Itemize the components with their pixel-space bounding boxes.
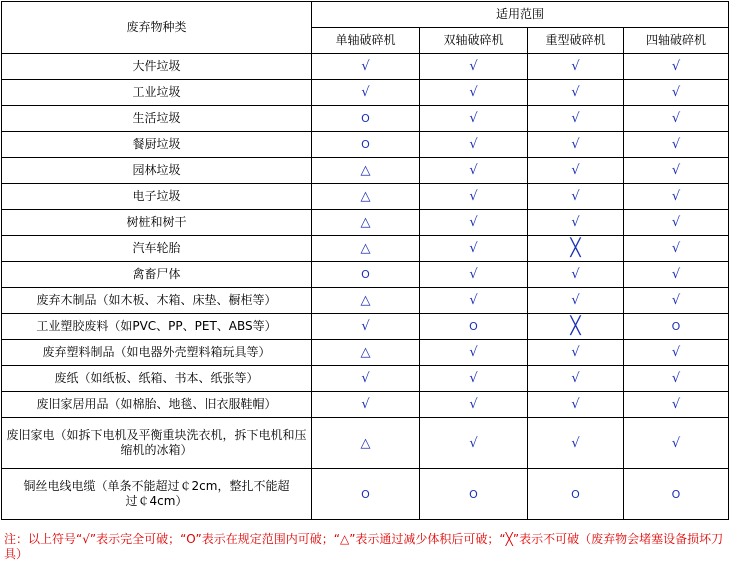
suitability-cell [420, 132, 528, 158]
suitability-cell [420, 236, 528, 262]
check-mark-icon: √ [671, 267, 681, 282]
triangle-mark-icon: △ [360, 345, 371, 360]
waste-type-cell: 大件垃圾 [2, 54, 312, 80]
suitability-cell [624, 340, 729, 366]
waste-type-cell: 汽车轮胎 [2, 236, 312, 262]
check-mark-icon: √ [671, 215, 681, 230]
check-mark-icon: √ [469, 85, 478, 100]
triangle-mark-icon: △ [360, 215, 371, 230]
suitability-cell [528, 469, 624, 520]
check-mark-icon: √ [571, 59, 580, 74]
suitability-cell [312, 54, 420, 80]
cross-mark-icon: ╳ [570, 315, 581, 336]
suitability-cell [420, 184, 528, 210]
suitability-cell [312, 392, 420, 418]
table-row [2, 288, 729, 314]
check-mark-icon: √ [469, 137, 478, 152]
suitability-cell [312, 158, 420, 184]
check-mark-icon: √ [671, 293, 681, 308]
suitability-cell [528, 262, 624, 288]
suitability-cell [420, 366, 528, 392]
suitability-cell [624, 54, 729, 80]
suitability-cell [312, 469, 420, 520]
table-row [2, 210, 729, 236]
suitability-cell [624, 184, 729, 210]
suitability-cell [312, 366, 420, 392]
check-mark-icon: √ [571, 85, 580, 100]
suitability-cell [420, 392, 528, 418]
check-mark-icon: √ [361, 371, 370, 386]
circle-mark-icon: O [361, 268, 370, 281]
check-mark-icon: √ [571, 345, 580, 360]
suitability-cell [528, 158, 624, 184]
crusher-suitability-table [1, 1, 729, 520]
check-mark-icon: √ [469, 215, 478, 230]
machine-header-single-shaft: 单轴破碎机 [312, 28, 420, 54]
check-mark-icon: √ [571, 111, 580, 126]
suitability-cell [624, 469, 729, 520]
check-mark-icon: √ [571, 397, 580, 412]
suitability-cell [528, 132, 624, 158]
circle-mark-icon: O [671, 487, 681, 501]
table-body [2, 54, 729, 520]
check-mark-icon: √ [469, 293, 478, 308]
suitability-cell [624, 366, 729, 392]
table-row [2, 340, 729, 366]
check-mark-icon: √ [671, 137, 681, 152]
check-mark-icon: √ [671, 189, 681, 204]
waste-type-cell: 生活垃圾 [2, 106, 312, 132]
table-row [2, 54, 729, 80]
suitability-cell [528, 54, 624, 80]
table-row [2, 106, 729, 132]
suitability-cell [312, 288, 420, 314]
suitability-cell [420, 158, 528, 184]
suitability-cell [420, 262, 528, 288]
check-mark-icon: √ [671, 163, 681, 178]
check-mark-icon: √ [469, 435, 478, 451]
suitability-cell [420, 418, 528, 469]
check-mark-icon: √ [671, 397, 681, 412]
check-mark-icon: √ [469, 267, 478, 282]
check-mark-icon: √ [671, 85, 681, 100]
scope-header: 适用范围 [312, 2, 729, 28]
check-mark-icon: √ [571, 189, 580, 204]
check-mark-icon: √ [469, 111, 478, 126]
suitability-cell [528, 236, 624, 262]
check-mark-icon: √ [469, 345, 478, 360]
waste-type-cell: 铜丝电线电缆（单条不能超过￠2cm，整扎不能超过￠4cm） [2, 469, 312, 520]
cross-mark-icon: ╳ [570, 237, 581, 258]
suitability-cell [624, 236, 729, 262]
suitability-cell [624, 80, 729, 106]
suitability-cell [624, 288, 729, 314]
triangle-mark-icon: △ [360, 293, 371, 308]
suitability-cell [312, 340, 420, 366]
suitability-cell [624, 158, 729, 184]
suitability-cell [420, 80, 528, 106]
suitability-cell [420, 314, 528, 340]
suitability-cell [528, 210, 624, 236]
suitability-cell [312, 262, 420, 288]
suitability-cell [624, 132, 729, 158]
suitability-cell [624, 262, 729, 288]
triangle-mark-icon: △ [360, 189, 371, 204]
suitability-cell [420, 106, 528, 132]
suitability-cell [312, 236, 420, 262]
check-mark-icon: √ [671, 345, 681, 360]
waste-type-cell: 工业塑胶废料（如PVC、PP、PET、ABS等） [2, 314, 312, 340]
suitability-cell [312, 210, 420, 236]
check-mark-icon: √ [469, 163, 478, 178]
table-row [2, 314, 729, 340]
suitability-cell [312, 80, 420, 106]
table-row [2, 418, 729, 469]
check-mark-icon: √ [571, 163, 580, 178]
table-row [2, 158, 729, 184]
suitability-cell [312, 132, 420, 158]
check-mark-icon: √ [671, 59, 681, 74]
check-mark-icon: √ [361, 397, 370, 412]
suitability-cell [624, 106, 729, 132]
table-row [2, 80, 729, 106]
circle-mark-icon: O [361, 138, 370, 151]
check-mark-icon: √ [469, 397, 478, 412]
waste-type-cell: 电子垃圾 [2, 184, 312, 210]
waste-type-cell: 废旧家居用品（如棉胎、地毯、旧衣服鞋帽） [2, 392, 312, 418]
check-mark-icon: √ [469, 241, 478, 256]
suitability-cell [528, 418, 624, 469]
machine-header-double-shaft: 双轴破碎机 [420, 28, 528, 54]
suitability-cell [420, 210, 528, 236]
category-header: 废弃物种类 [2, 2, 312, 54]
triangle-mark-icon: △ [360, 435, 371, 451]
circle-mark-icon: O [671, 320, 681, 333]
suitability-cell [420, 54, 528, 80]
suitability-cell [312, 314, 420, 340]
circle-mark-icon: O [361, 112, 370, 125]
table-row [2, 132, 729, 158]
triangle-mark-icon: △ [360, 241, 371, 256]
waste-type-cell: 废纸（如纸板、纸箱、书本、纸张等） [2, 366, 312, 392]
check-mark-icon: √ [469, 189, 478, 204]
suitability-cell [528, 288, 624, 314]
waste-type-cell: 园林垃圾 [2, 158, 312, 184]
waste-type-cell: 树桩和树干 [2, 210, 312, 236]
table-row [2, 236, 729, 262]
check-mark-icon: √ [671, 111, 681, 126]
circle-mark-icon: O [571, 487, 580, 501]
check-mark-icon: √ [571, 215, 580, 230]
check-mark-icon: √ [671, 241, 681, 256]
table-row [2, 184, 729, 210]
check-mark-icon: √ [571, 137, 580, 152]
waste-type-cell: 餐厨垃圾 [2, 132, 312, 158]
check-mark-icon: √ [469, 59, 478, 74]
machine-header-four-shaft: 四轴破碎机 [624, 28, 729, 54]
table-row [2, 262, 729, 288]
check-mark-icon: √ [571, 371, 580, 386]
triangle-mark-icon: △ [360, 163, 371, 178]
suitability-cell [528, 392, 624, 418]
check-mark-icon: √ [469, 371, 478, 386]
suitability-cell [312, 418, 420, 469]
check-mark-icon: √ [671, 371, 681, 386]
circle-mark-icon: O [469, 320, 478, 333]
waste-type-cell: 工业垃圾 [2, 80, 312, 106]
circle-mark-icon: O [469, 487, 478, 501]
legend-note: 注：以上符号“√”表示完全可破；“O”表示在规定范围内可破；“△”表示通过减少体积后可破；“╳”表示不可破（废弃物会堵塞设备损坏刀具） [4, 532, 724, 561]
suitability-cell [420, 340, 528, 366]
suitability-cell [528, 184, 624, 210]
check-mark-icon: √ [361, 85, 370, 100]
waste-type-cell: 废旧家电（如拆下电机及平衡重块洗衣机，拆下电机和压缩机的冰箱） [2, 418, 312, 469]
check-mark-icon: √ [671, 435, 681, 451]
suitability-cell [528, 80, 624, 106]
circle-mark-icon: O [361, 487, 370, 501]
suitability-cell [624, 210, 729, 236]
table-row [2, 366, 729, 392]
check-mark-icon: √ [571, 293, 580, 308]
suitability-cell [624, 314, 729, 340]
suitability-cell [528, 366, 624, 392]
waste-type-cell: 废弃木制品（如木板、木箱、床垫、橱柜等） [2, 288, 312, 314]
suitability-cell [312, 184, 420, 210]
check-mark-icon: √ [571, 267, 580, 282]
suitability-cell [420, 469, 528, 520]
suitability-cell [528, 314, 624, 340]
suitability-cell [624, 392, 729, 418]
waste-type-cell: 禽畜尸体 [2, 262, 312, 288]
suitability-cell [624, 418, 729, 469]
table-row [2, 392, 729, 418]
machine-header-heavy-duty: 重型破碎机 [528, 28, 624, 54]
suitability-cell [420, 288, 528, 314]
suitability-cell [528, 340, 624, 366]
table-row [2, 469, 729, 520]
suitability-cell [312, 106, 420, 132]
check-mark-icon: √ [361, 319, 370, 334]
check-mark-icon: √ [571, 435, 580, 451]
check-mark-icon: √ [361, 59, 370, 74]
waste-type-cell: 废弃塑料制品（如电器外壳塑料箱玩具等） [2, 340, 312, 366]
suitability-cell [528, 106, 624, 132]
